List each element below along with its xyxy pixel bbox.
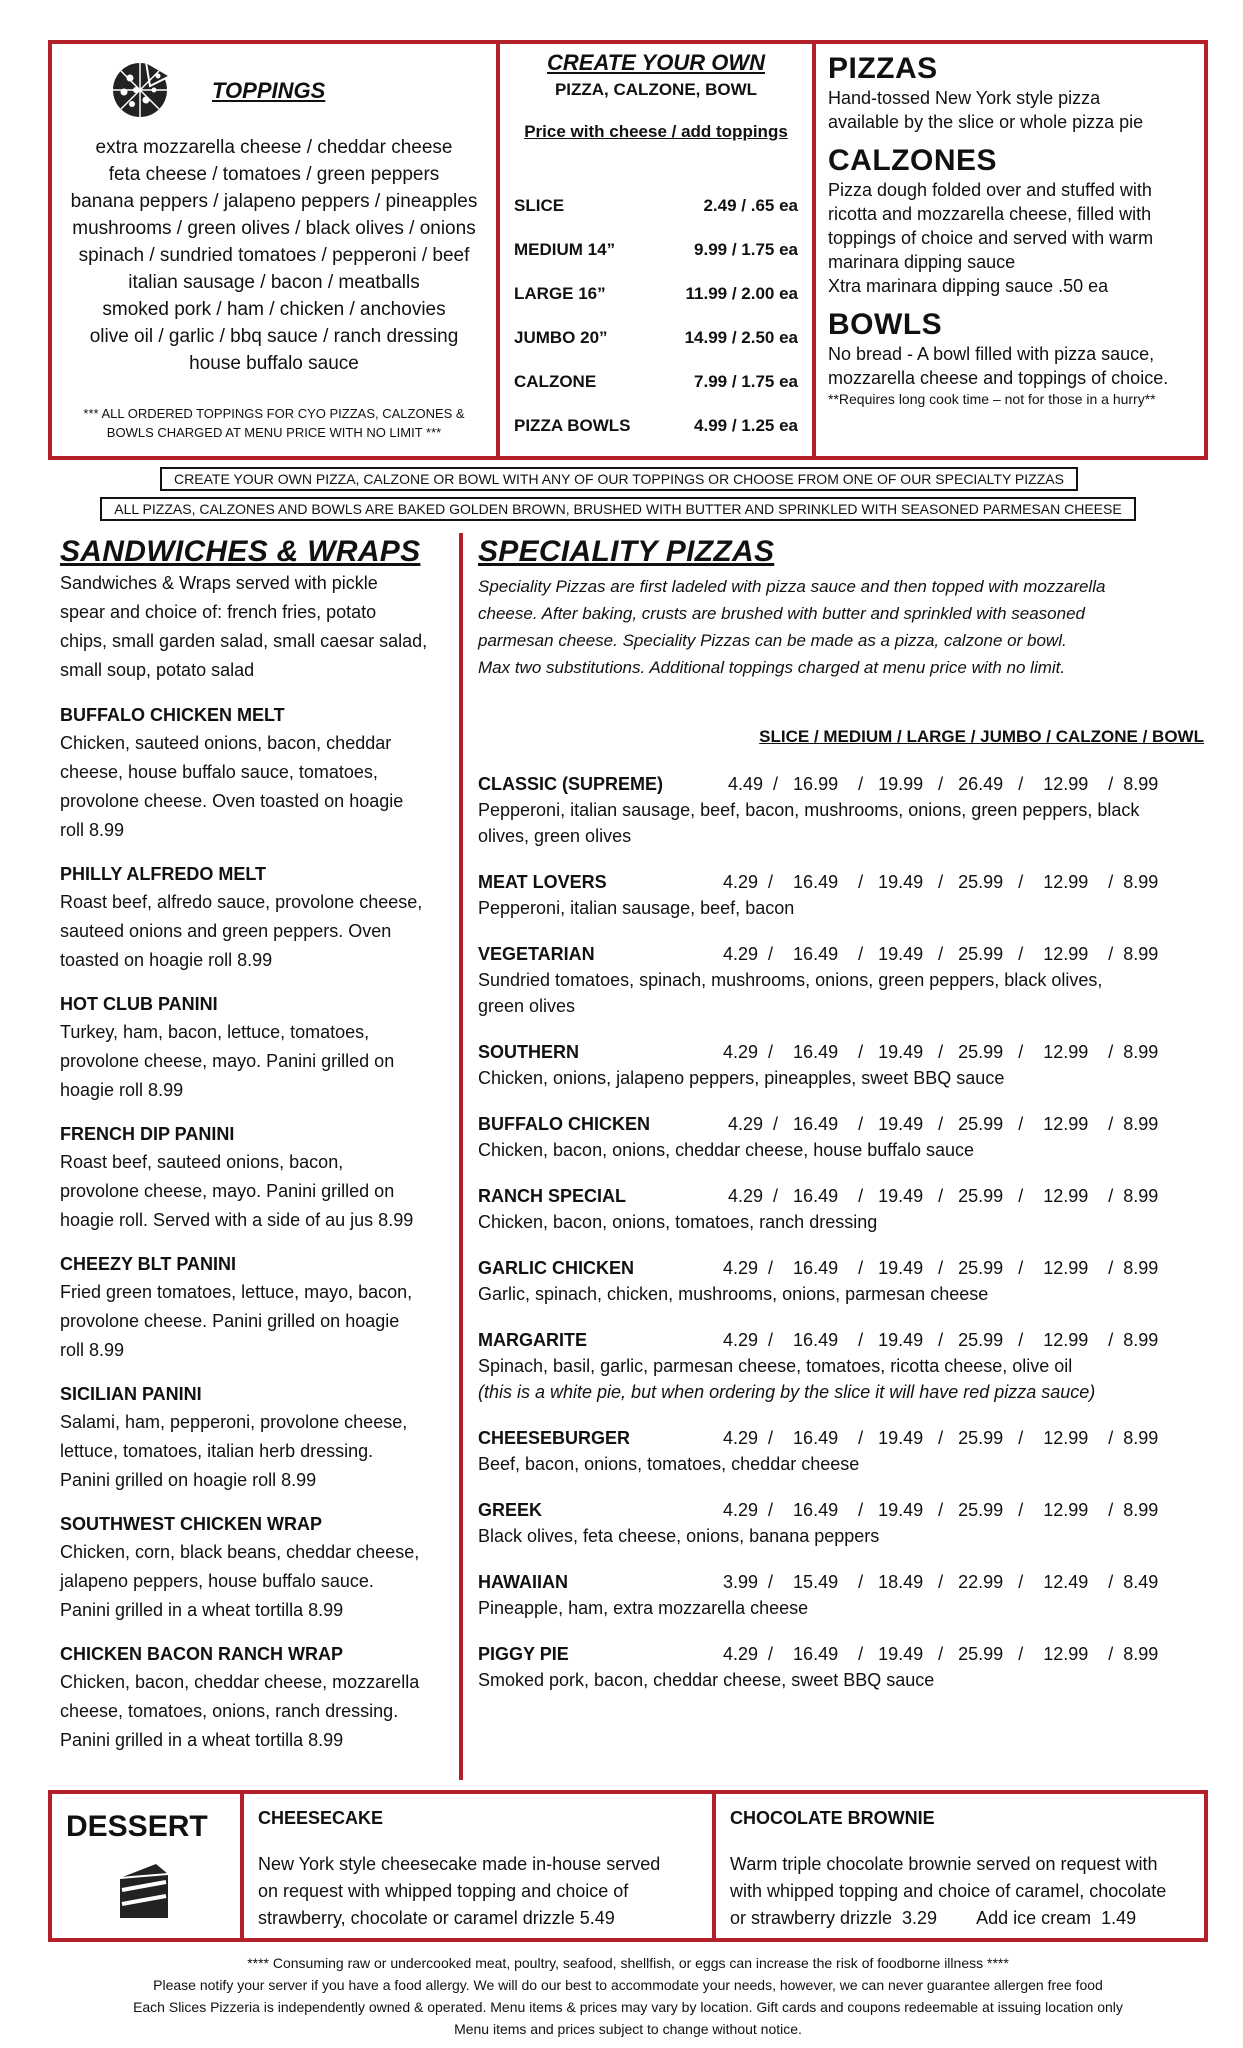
specialty-name: SOUTHERN (478, 1042, 580, 1062)
specialty-desc: Pepperoni, italian sausage, beef, bacon (478, 898, 795, 918)
specialty-name: GARLIC CHICKEN (478, 1258, 634, 1278)
sandwich-name: BUFFALO CHICKEN MELT (60, 705, 285, 725)
calzones-desc: Pizza dough folded over and stuffed with (828, 180, 1152, 200)
specialty-name: HAWAIIAN (478, 1572, 568, 1592)
dessert-desc: on request with whipped topping and choice of (258, 1881, 629, 1901)
intro-line: parmesan cheese. Speciality Pizzas can be made as a pizza, calzone or bowl. (478, 631, 1067, 650)
sandwich-name: HOT CLUB PANINI (60, 994, 218, 1014)
cyo-row-name: SLICE (514, 196, 565, 215)
intro-line: Speciality Pizzas are first ladeled with pizza sauce and then topped with mozzarella (478, 577, 1106, 596)
specialty-prices: 4.29 / 16.49 / 19.49 / 25.99 / 12.99 / 8.99 (708, 944, 1159, 964)
toppings-line: mushrooms / green olives / black olives / onions (72, 218, 476, 239)
sandwich-name: CHICKEN BACON RANCH WRAP (60, 1644, 343, 1664)
cyo-row-price: 11.99 / 2.00 ea (685, 284, 798, 303)
specialty-item (478, 1641, 1208, 1693)
footer-disclaimer (48, 1952, 1208, 2040)
sandwich-desc: Roast beef, alfredo sauce, provolone cheese, (60, 892, 423, 912)
cyo-row (514, 372, 798, 392)
sandwich-name: PHILLY ALFREDO MELT (60, 864, 267, 884)
specialty-name: BUFFALO CHICKEN (478, 1114, 650, 1134)
footer-line: Please notify your server if you have a food allergy. We will do our best to accommodate your needs, however, we can never guarantee allergen free food (153, 1977, 1103, 1993)
sandwich-desc: sauteed onions and green peppers. Oven (60, 921, 392, 941)
sandwich-name: SOUTHWEST CHICKEN WRAP (60, 1514, 322, 1534)
specialty-desc: Pineapple, ham, extra mozzarella cheese (478, 1598, 809, 1618)
specialty-item (478, 1039, 1208, 1091)
toppings-line: spinach / sundried tomatoes / pepperoni / beef (78, 245, 470, 266)
cyo-row-name: JUMBO 20” (514, 328, 608, 347)
toppings-line: banana peppers / jalapeno peppers / pineapples (70, 191, 478, 212)
specialty-desc: green olives (478, 996, 576, 1016)
cyo-row-name: PIZZA BOWLS (514, 416, 631, 435)
pizza-icon (110, 56, 174, 120)
specialty-desc: Smoked pork, bacon, cheddar cheese, sweet BBQ sauce (478, 1670, 935, 1690)
dessert-desc: New York style cheesecake made in-house served (258, 1854, 661, 1874)
toppings-line: house buffalo sauce (189, 353, 359, 374)
toppings-note (64, 404, 484, 442)
specialty-item (478, 1111, 1208, 1163)
intro-line: chips, small garden salad, small caesar salad, (60, 631, 428, 651)
specialty-name: PIGGY PIE (478, 1644, 569, 1664)
cyo-row-price: 2.49 / .65 ea (703, 196, 798, 215)
dessert-desc: strawberry, chocolate or caramel drizzle 5.49 (258, 1908, 615, 1928)
toppings-list (52, 134, 496, 377)
specialty-name: MEAT LOVERS (478, 872, 607, 892)
specialty-intro (478, 573, 1208, 681)
specialty-desc: Spinach, basil, garlic, parmesan cheese, tomatoes, ricotta cheese, olive oil (478, 1356, 1073, 1376)
sandwich-item (60, 1510, 460, 1625)
specialty-name: GREEK (478, 1500, 543, 1520)
cyo-row (514, 328, 798, 348)
sandwich-desc: Panini grilled on hoagie roll 8.99 (60, 1470, 317, 1490)
cyo-title: CREATE YOUR OWN (547, 50, 765, 75)
footer-line: Each Slices Pizzeria is independently owned & operated. Menu items & prices may vary by location. Gift cards and coupons redeemable at issuing location only (133, 1999, 1123, 2015)
sandwich-item (60, 701, 460, 845)
specialty-prices: 4.29 / 16.49 / 19.49 / 25.99 / 12.99 / 8.99 (708, 1042, 1159, 1062)
toppings-note-line: *** ALL ORDERED TOPPINGS FOR CYO PIZZAS, CALZONES & (83, 406, 465, 421)
specialty-prices: 4.29 / 16.49 / 19.49 / 25.99 / 12.99 / 8.99 (708, 1500, 1159, 1520)
specialty-desc: Chicken, onions, jalapeno peppers, pineapples, sweet BBQ sauce (478, 1068, 1005, 1088)
sandwich-desc: hoagie roll. Served with a side of au jus 8.99 (60, 1210, 414, 1230)
sandwich-desc: Salami, ham, pepperoni, provolone cheese, (60, 1412, 408, 1432)
sandwich-desc: roll 8.99 (60, 1340, 125, 1360)
specialty-prices: 4.29 / 16.49 / 19.49 / 25.99 / 12.99 / 8.99 (708, 1258, 1159, 1278)
specialty-title: SPECIALITY PIZZAS (478, 535, 775, 568)
specialty-prices: 4.29 / 16.49 / 19.49 / 25.99 / 12.99 / 8.99 (708, 1428, 1159, 1448)
size-columns-header: SLICE / MEDIUM / LARGE / JUMBO / CALZONE / BOWL (759, 727, 1204, 746)
specialty-item (478, 1183, 1208, 1235)
toppings-note-line: BOWLS CHARGED AT MENU PRICE WITH NO LIMIT *** (106, 425, 442, 440)
sandwich-desc: Panini grilled in a wheat tortilla 8.99 (60, 1730, 344, 1750)
specialty-desc: Chicken, bacon, onions, tomatoes, ranch dressing (478, 1212, 878, 1232)
sandwich-desc: hoagie roll 8.99 (60, 1080, 184, 1100)
sandwich-desc: provolone cheese. Panini grilled on hoagie (60, 1311, 400, 1331)
pizzas-calzones-bowls-section (816, 44, 1204, 456)
sandwich-desc: provolone cheese, mayo. Panini grilled on (60, 1181, 395, 1201)
sandwich-desc: Panini grilled in a wheat tortilla 8.99 (60, 1600, 344, 1620)
specialty-prices: 4.29 / 16.49 / 19.49 / 25.99 / 12.99 / 8.99 (708, 1186, 1159, 1206)
specialty-item (478, 941, 1208, 1019)
top-info-box (48, 40, 1208, 460)
cyo-row-name: CALZONE (514, 372, 597, 391)
bowls-note: **Requires long cook time – not for those in a hurry** (828, 391, 1156, 407)
sandwich-desc: roll 8.99 (60, 820, 125, 840)
calzones-desc: marinara dipping sauce (828, 252, 1016, 272)
sandwich-desc: Fried green tomatoes, lettuce, mayo, bacon, (60, 1282, 413, 1302)
calzones-desc: toppings of choice and served with warm (828, 228, 1154, 248)
sandwich-name: SICILIAN PANINI (60, 1384, 202, 1404)
sandwich-desc: Turkey, ham, bacon, lettuce, tomatoes, (60, 1022, 370, 1042)
specialty-item (478, 1497, 1208, 1549)
dessert-item (244, 1794, 712, 1938)
bowls-desc: mozzarella cheese and toppings of choice. (828, 368, 1169, 388)
footer-line: Menu items and prices subject to change without notice. (454, 2021, 802, 2037)
intro-line: spear and choice of: french fries, potato (60, 602, 377, 622)
sandwich-desc: lettuce, tomatoes, italian herb dressing. (60, 1441, 374, 1461)
sandwiches-section (60, 535, 460, 1770)
dessert-desc: Warm triple chocolate brownie served on request with (730, 1854, 1158, 1874)
sandwich-desc: Chicken, sauteed onions, bacon, cheddar (60, 733, 392, 753)
toppings-line: smoked pork / ham / chicken / anchovies (102, 299, 446, 320)
specialty-desc: Pepperoni, italian sausage, beef, bacon, mushrooms, onions, green peppers, black (478, 800, 1140, 820)
sandwich-item (60, 1380, 460, 1495)
specialty-prices: 4.29 / 16.49 / 19.49 / 25.99 / 12.99 / 8.99 (708, 1330, 1159, 1350)
specialty-prices: 4.49 / 16.99 / 19.99 / 26.49 / 12.99 / 8.99 (708, 774, 1159, 794)
sandwich-desc: provolone cheese. Oven toasted on hoagie (60, 791, 404, 811)
specialty-desc: Sundried tomatoes, spinach, mushrooms, onions, green peppers, black olives, (478, 970, 1103, 990)
bowls-title: BOWLS (828, 308, 943, 341)
specialty-prices: 4.29 / 16.49 / 19.49 / 25.99 / 12.99 / 8.99 (708, 1644, 1159, 1664)
sandwich-item (60, 860, 460, 975)
intro-line: small soup, potato salad (60, 660, 255, 680)
banner-create-your-own: CREATE YOUR OWN PIZZA, CALZONE OR BOWL WITH ANY OF OUR TOPPINGS OR CHOOSE FROM ONE OF OUR SPECIALTY PIZZAS (160, 467, 1078, 491)
dessert-desc: or strawberry drizzle 3.29 Add ice cream 1.49 (730, 1908, 1137, 1928)
specialty-item (478, 771, 1208, 849)
cyo-row-price: 14.99 / 2.50 ea (684, 328, 798, 347)
specialty-prices: 3.99 / 15.49 / 18.49 / 22.99 / 12.49 / 8.49 (708, 1572, 1159, 1592)
calzones-desc: Xtra marinara dipping sauce .50 ea (828, 276, 1109, 296)
sandwiches-title: SANDWICHES & WRAPS (60, 535, 421, 568)
sandwich-desc: provolone cheese, mayo. Panini grilled on (60, 1051, 395, 1071)
sandwich-desc: cheese, house buffalo sauce, tomatoes, (60, 762, 378, 782)
dessert-item (716, 1794, 1204, 1938)
cyo-row-price: 9.99 / 1.75 ea (694, 240, 798, 259)
specialty-desc: Black olives, feta cheese, onions, banana peppers (478, 1526, 880, 1546)
specialty-name: CLASSIC (SUPREME) (478, 774, 664, 794)
cyo-row-price: 7.99 / 1.75 ea (694, 372, 798, 391)
sandwich-item (60, 990, 460, 1105)
specialty-name: CHEESEBURGER (478, 1428, 631, 1448)
specialty-name: VEGETARIAN (478, 944, 595, 964)
sandwich-desc: Chicken, corn, black beans, cheddar cheese, (60, 1542, 420, 1562)
toppings-line: olive oil / garlic / bbq sauce / ranch dressing (89, 326, 459, 347)
specialty-name: RANCH SPECIAL (478, 1186, 627, 1206)
dessert-box (48, 1790, 1208, 1942)
cyo-row (514, 240, 798, 260)
banner-baked: ALL PIZZAS, CALZONES AND BOWLS ARE BAKED GOLDEN BROWN, BRUSHED WITH BUTTER AND SPRINKLED WITH SEASONED PARMESAN CHEESE (100, 497, 1136, 521)
toppings-title: TOPPINGS (212, 78, 326, 103)
intro-line: Max two substitutions. Additional toppings charged at menu price with no limit. (478, 658, 1066, 677)
sandwich-name: FRENCH DIP PANINI (60, 1124, 235, 1144)
specialty-desc: Garlic, spinach, chicken, mushrooms, onions, parmesan cheese (478, 1284, 989, 1304)
sandwich-item (60, 1120, 460, 1235)
specialty-prices: 4.29 / 16.49 / 19.49 / 25.99 / 12.99 / 8.99 (708, 1114, 1159, 1134)
create-your-own-section (500, 44, 812, 456)
toppings-line: extra mozzarella cheese / cheddar cheese (95, 137, 453, 158)
specialty-item (478, 869, 1208, 921)
intro-line: cheese. After baking, crusts are brushed with butter and sprinkled with seasoned (478, 604, 1085, 623)
dessert-title: DESSERT (66, 1810, 208, 1843)
specialty-item (478, 1425, 1208, 1477)
cyo-row-price: 4.99 / 1.25 ea (694, 416, 798, 435)
sandwich-desc: Chicken, bacon, cheddar cheese, mozzarella (60, 1672, 420, 1692)
sandwich-name: CHEEZY BLT PANINI (60, 1254, 237, 1274)
cyo-row (514, 196, 798, 216)
calzones-desc: ricotta and mozzarella cheese, filled with (828, 204, 1152, 224)
sandwich-desc: toasted on hoagie roll 8.99 (60, 950, 273, 970)
cyo-price-header: Price with cheese / add toppings (524, 122, 788, 141)
sandwich-desc: cheese, tomatoes, onions, ranch dressing. (60, 1701, 399, 1721)
toppings-section (52, 44, 496, 456)
specialty-desc: Beef, bacon, onions, tomatoes, cheddar cheese (478, 1454, 860, 1474)
specialty-desc: Chicken, bacon, onions, cheddar cheese, house buffalo sauce (478, 1140, 975, 1160)
specialty-item (478, 1327, 1208, 1405)
sandwich-item (60, 1640, 460, 1755)
bowls-desc: No bread - A bowl filled with pizza sauce, (828, 344, 1155, 364)
sandwich-desc: Roast beef, sauteed onions, bacon, (60, 1152, 344, 1172)
cyo-row (514, 416, 798, 436)
dessert-desc: with whipped topping and choice of caramel, chocolate (730, 1881, 1167, 1901)
toppings-line: italian sausage / bacon / meatballs (128, 272, 420, 293)
cyo-row-name: LARGE 16” (514, 284, 606, 303)
cyo-row (514, 284, 798, 304)
cyo-subtitle: PIZZA, CALZONE, BOWL (554, 80, 758, 99)
specialty-name: MARGARITE (478, 1330, 587, 1350)
specialty-prices: 4.29 / 16.49 / 19.49 / 25.99 / 12.99 / 8.99 (708, 872, 1159, 892)
intro-line: Sandwiches & Wraps served with pickle (60, 573, 378, 593)
sandwiches-intro (60, 569, 460, 685)
pizzas-desc: Hand-tossed New York style pizza (828, 88, 1101, 108)
pizzas-title: PIZZAS (828, 52, 938, 85)
cake-slice-icon (116, 1860, 172, 1924)
dessert-name: CHOCOLATE BROWNIE (730, 1808, 935, 1828)
sandwich-item (60, 1250, 460, 1365)
specialty-item (478, 1255, 1208, 1307)
cyo-row-name: MEDIUM 14” (514, 240, 616, 259)
specialty-pizzas-section (478, 535, 1208, 1693)
specialty-note: (this is a white pie, but when ordering by the slice it will have red pizza sauce) (478, 1382, 1096, 1402)
specialty-desc: olives, green olives (478, 826, 632, 846)
specialty-item (478, 1569, 1208, 1621)
column-divider (459, 533, 463, 1780)
toppings-line: feta cheese / tomatoes / green peppers (108, 164, 440, 185)
calzones-title: CALZONES (828, 144, 997, 177)
pizzas-desc: available by the slice or whole pizza pie (828, 112, 1144, 132)
sandwich-desc: jalapeno peppers, house buffalo sauce. (60, 1571, 374, 1591)
dessert-name: CHEESECAKE (258, 1808, 384, 1828)
footer-line: **** Consuming raw or undercooked meat, poultry, seafood, shellfish, or eggs can increase the risk of foodborne illness **** (247, 1955, 1009, 1971)
